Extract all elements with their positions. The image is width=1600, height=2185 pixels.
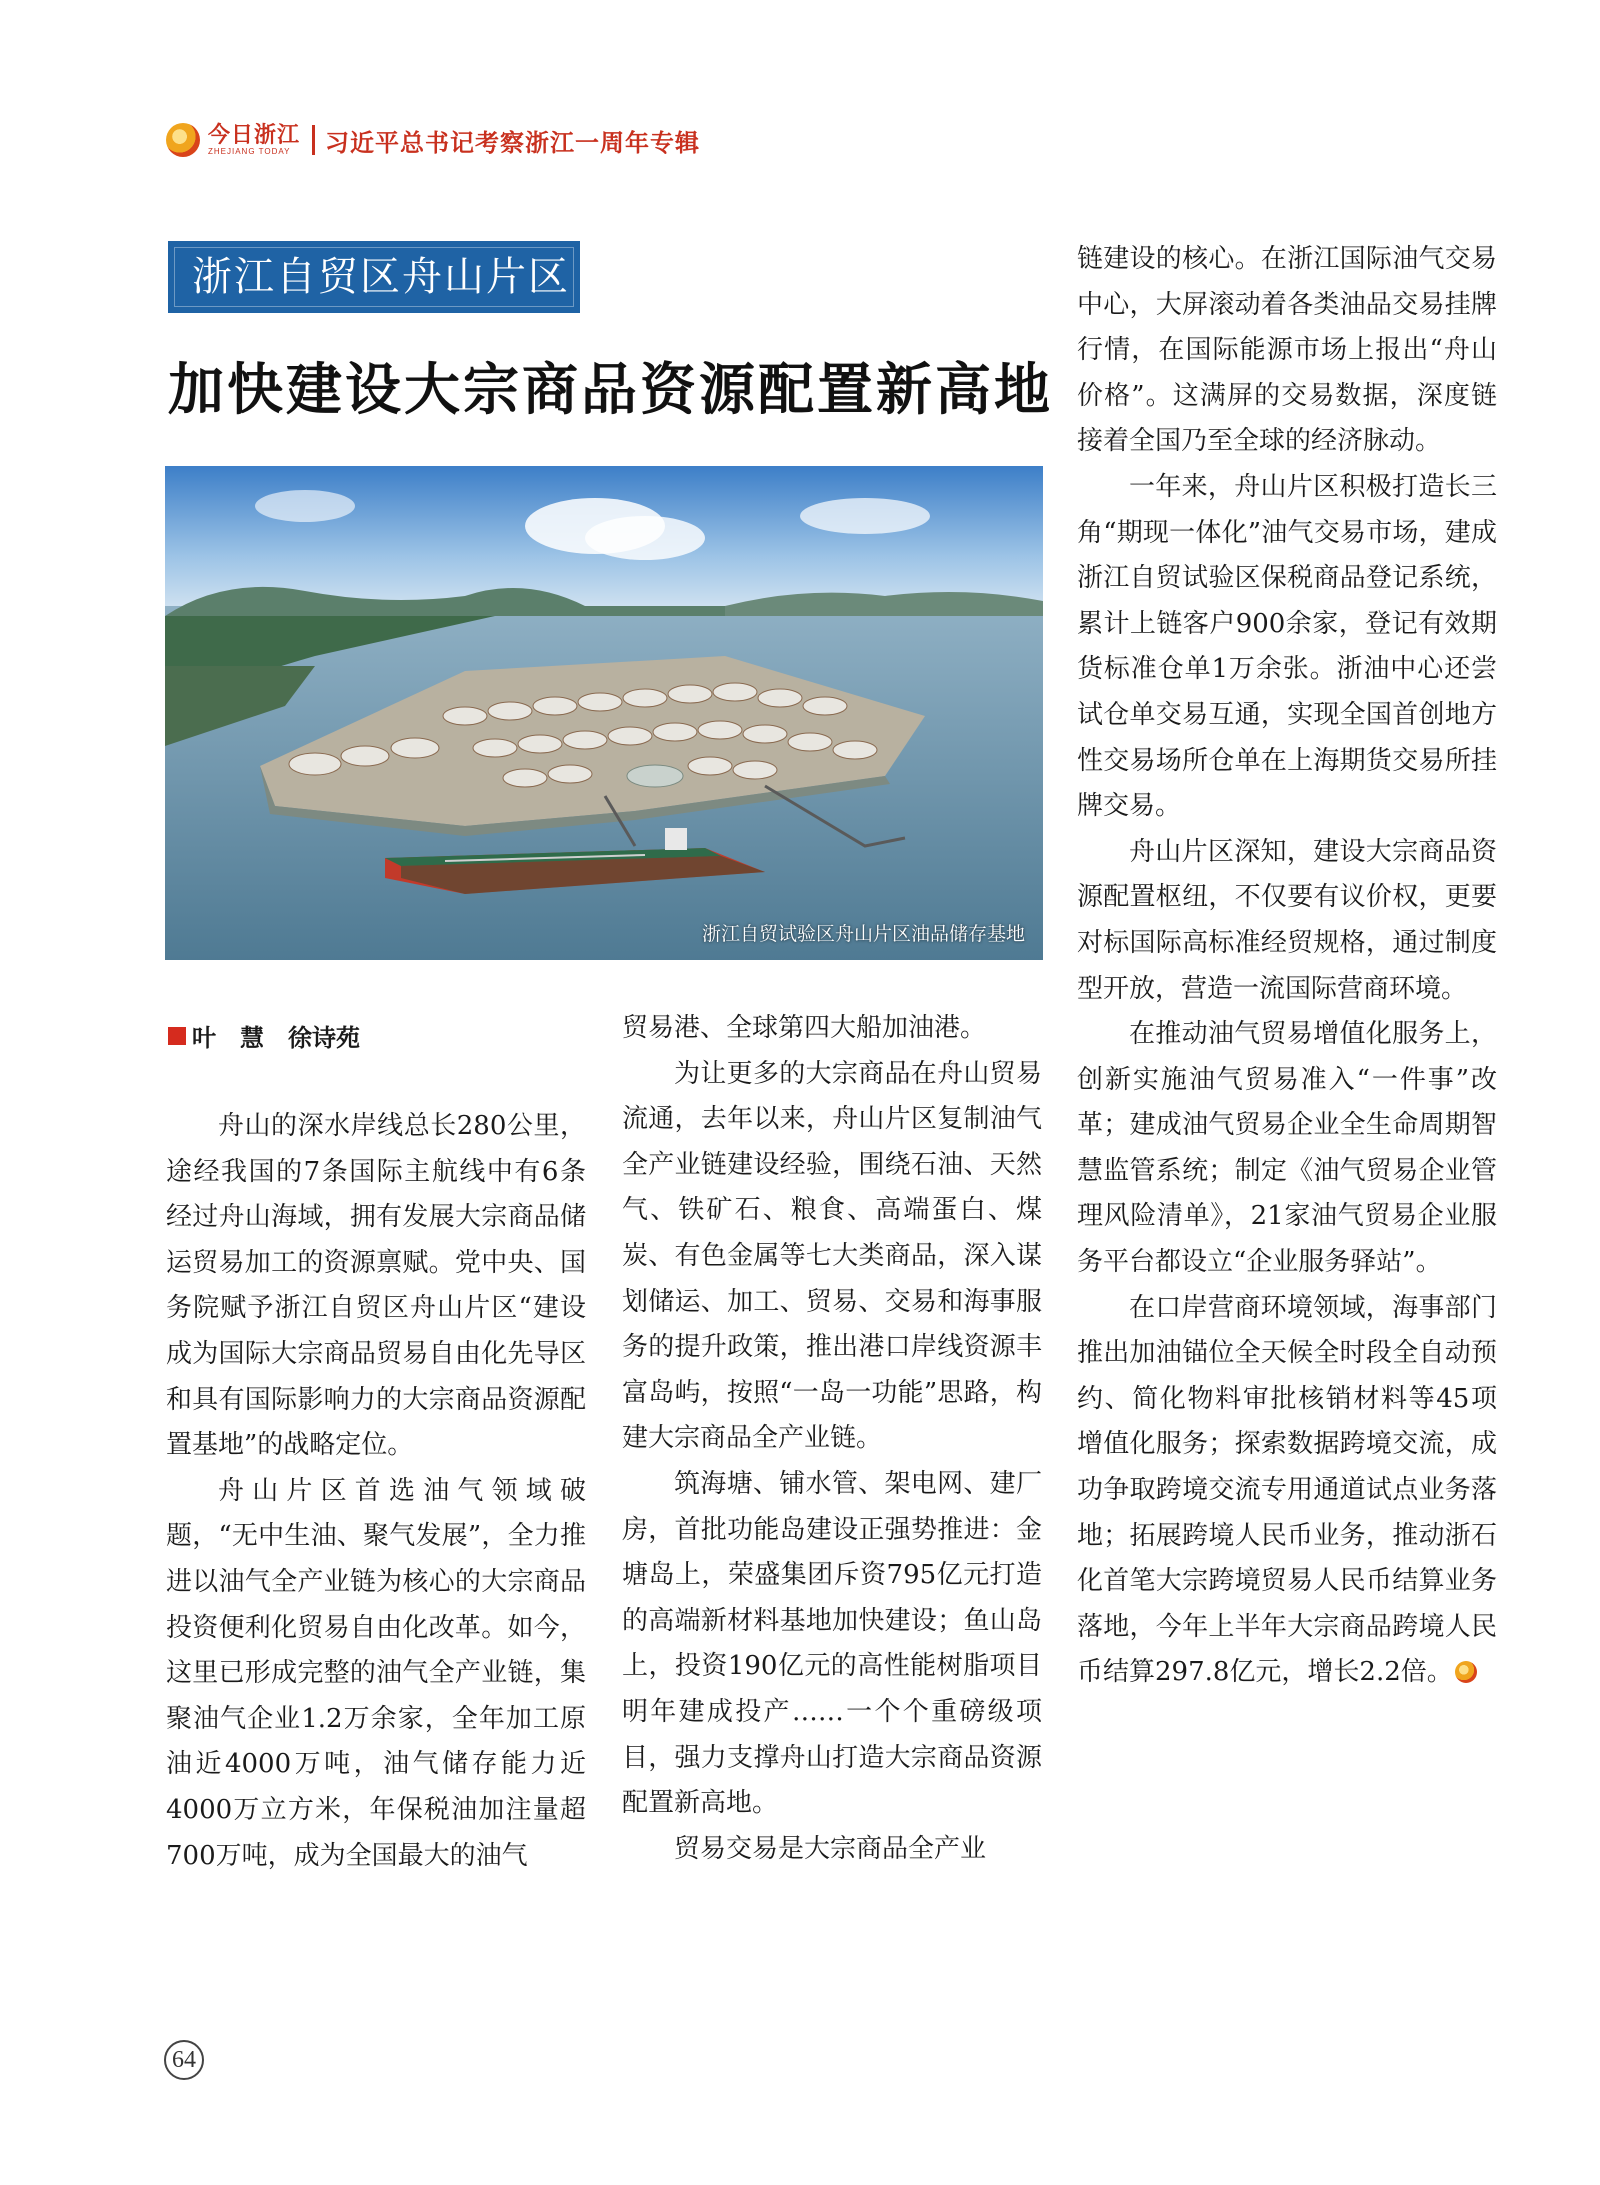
header-title: 习近平总书记考察浙江一周年专辑 <box>325 129 701 157</box>
paragraph: 在推动油气贸易增值化服务上，创新实施油气贸易准入“一件事”改革；建成油气贸易企业全生命周期智慧监管系统；制定《油气贸易企业管理风险清单》，21家油气贸易企业服务平台都设立“企业服务驿站”。 <box>1077 1019 1497 1278</box>
paragraph: 舟山片区深知，建设大宗商品资源配置枢纽，不仅要有议价权，更要对标国际高标准经贸规格，通过制度型开放，营造一流国际营商环境。 <box>1077 836 1497 1004</box>
byline-marker <box>168 1027 186 1045</box>
article-photo <box>165 466 1043 960</box>
paragraph-continued: 链建设的核心。在浙江国际油气交易中心，大屏滚动着各类油品交易挂牌行情，在国际能源市场上报出“舟山价格”。这满屏的交易数据，深度链接着全国乃至全球的经济脉动。 <box>1077 244 1497 457</box>
paragraph: 舟山的深水岸线总长280公里，途经我国的7条国际主航线中有6条经过舟山海域，拥有发展大宗商品储运贸易加工的资源禀赋。党中央、国务院赋予浙江自贸区舟山片区“建设成为国际大宗商品贸易自由化先导区和具有国际影响力的大宗商品资源配置基地”的战略定位。 <box>166 1111 586 1461</box>
article-title: 加快建设大宗商品资源配置新高地 <box>168 357 1053 423</box>
byline <box>168 1018 360 1053</box>
logo-english: ZHEJIANG TODAY <box>208 147 291 156</box>
logo-chinese: 今日浙江 <box>208 122 301 148</box>
logo-text <box>208 124 300 156</box>
paragraph: 贸易交易是大宗商品全产业 <box>674 1833 987 1864</box>
paragraph: 一年来，舟山片区积极打造长三角“期现一体化”油气交易市场，建成浙江自贸试验区保税商品登记系统，累计上链客户900余家，登记有效期货标准仓单1万余张。浙油中心还尝试仓单交易互通，实现全国首创地方性交易场所仓单在上海期货交易所挂牌交易。 <box>1077 471 1497 822</box>
section-tag: 浙江自贸区舟山片区 <box>168 241 580 313</box>
zhejiang-today-logo-icon <box>166 123 200 157</box>
paragraph-last <box>1077 1286 1497 1696</box>
article-end-icon <box>1455 1661 1477 1683</box>
oil-storage-base-image <box>165 466 1043 960</box>
column-1 <box>166 1104 586 1879</box>
author-names: 叶 慧 徐诗苑 <box>192 1025 360 1052</box>
photo-caption: 浙江自贸试验区舟山片区油品储存基地 <box>701 924 1025 945</box>
column-2 <box>622 1006 1042 1872</box>
page-number: 64 <box>164 2040 204 2080</box>
paragraph: 为让更多的大宗商品在舟山贸易流通，去年以来，舟山片区复制油气全产业链建设经验，围绕石油、天然气、铁矿石、粮食、高端蛋白、煤炭、有色金属等七大类商品，深入谋划储运、加工、贸易、交易和海事服务的提升政策，推出港口岸线资源丰富岛屿，按照“一岛一功能”思路，构建大宗商品全产业链。 <box>622 1058 1042 1454</box>
header-divider <box>312 125 315 155</box>
paragraph: 舟山片区首选油气领域破题，“无中生油、聚气发展”，全力推进以油气全产业链为核心的大宗商品投资便利化贸易自由化改革。如今，这里已形成完整的油气全产业链，集聚油气企业1.2万余家，全年加工原油近4000万吨，油气储存能力近4000万立方米，年保税油加注量超700万吨，成为全国最大的油气 <box>166 1475 586 1871</box>
paragraph: 筑海塘、铺水管、架电网、建厂房，首批功能岛建设正强势推进：金塘岛上，荣盛集团斥资795亿元打造的高端新材料基地加快建设；鱼山岛上，投资190亿元的高性能树脂项目明年建成投产……一个个重磅级项目，强力支撑舟山打造大宗商品资源配置新高地。 <box>622 1468 1042 1819</box>
column-3 <box>1077 237 1497 1696</box>
page-header <box>166 118 700 162</box>
paragraph-continued: 贸易港、全球第四大船加油港。 <box>622 1013 987 1043</box>
paragraph-text: 在口岸营商环境领域，海事部门推出加油锚位全天候全时段全自动预约、简化物料审批核销材料等45项增值化服务；探索数据跨境交流，成功争取跨境交流专用通道试点业务落地；拓展跨境人民币业务，推动浙石化首笔大宗跨境贸易人民币结算业务落地，今年上半年大宗商品跨境人民币结算297.8亿元，增长2.2倍。 <box>1077 1292 1497 1688</box>
